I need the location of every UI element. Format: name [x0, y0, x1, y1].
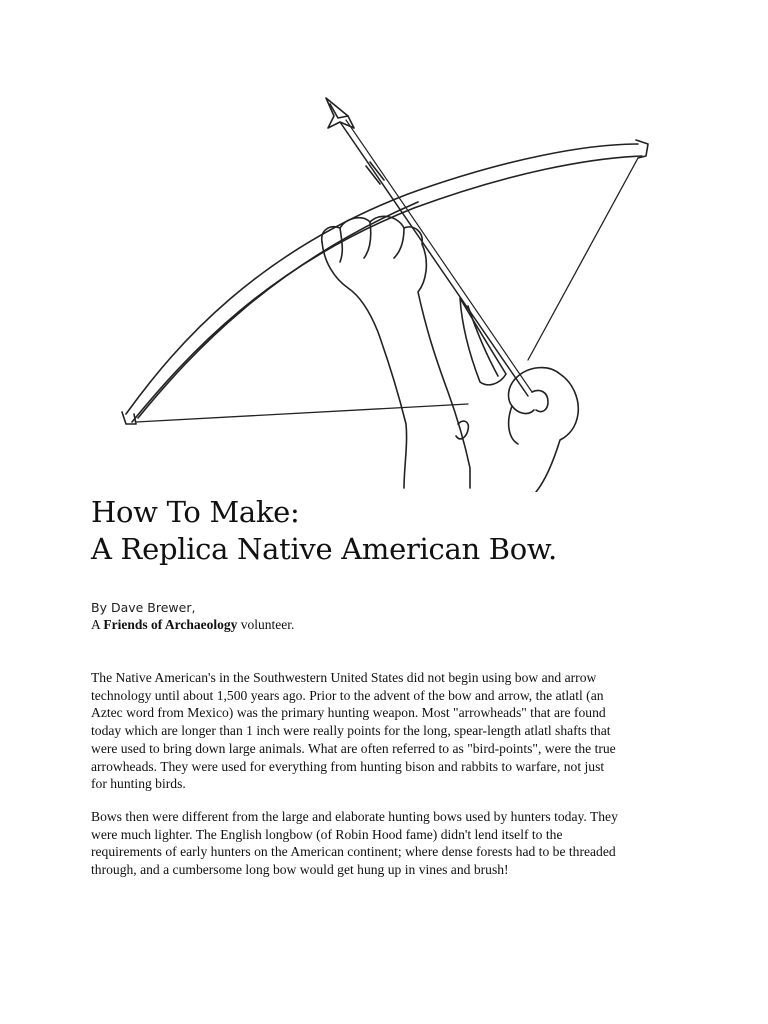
bowstring-lower: [136, 404, 468, 422]
paragraph-line: arrowheads. They were used for everything from hunting bison and rabbits to warfare, not just: [91, 758, 605, 774]
affiliation-org: Friends of Archaeology: [103, 617, 238, 632]
bow-and-arrow-illustration: [108, 92, 668, 492]
bow-tip-bottom: [122, 412, 136, 424]
paragraph-history: [91, 669, 731, 793]
paragraph-line: The Native American's in the Southwestern United States did not begin using bow and arrow: [91, 670, 597, 685]
paragraph-line: for hunting birds.: [91, 776, 186, 792]
paragraph-line: requirements of early hunters on the American continent; where dense forests had to be threaded: [91, 844, 616, 860]
paragraph-line: were used to bring down large animals. What are often referred to as "bird-points", were the true: [91, 740, 616, 756]
paragraph-line: technology until about 1,500 years ago. Prior to the advent of the bow and arrow, the atlatl (an: [91, 687, 604, 703]
paragraph-line: were much lighter. The English longbow (of Robin Hood fame) didn't lend itself to the: [91, 826, 563, 842]
draw-hand: [516, 368, 578, 492]
paragraph-line: today which are longer than 1 inch were really points for the long, spear-length atlatl shafts that: [91, 723, 611, 739]
paragraph-line: Aztec word from Mexico) was the primary hunting weapon. Most "arrowheads" that are found: [91, 705, 606, 721]
bowstring-upper: [528, 158, 638, 360]
arrow-shaft: [340, 122, 528, 396]
paragraph-line: Bows then were different from the large and elaborate hunting bows used by hunters today. They: [91, 809, 618, 824]
affiliation-prefix: A: [91, 617, 101, 632]
paragraph-line: through, and a cumbersome long bow would get hung up in vines and brush!: [91, 862, 509, 878]
author-byline: By Dave Brewer,: [91, 600, 196, 615]
title-line-2: A Replica Native American Bow.: [91, 532, 557, 566]
author-affiliation: [91, 616, 294, 634]
affiliation-suffix: volunteer.: [240, 617, 295, 632]
page-title: [91, 494, 557, 568]
arrow-fletching: [460, 298, 506, 385]
title-line-1: How To Make:: [91, 495, 300, 529]
paragraph-bows: [91, 808, 731, 879]
arrowhead: [326, 98, 354, 128]
